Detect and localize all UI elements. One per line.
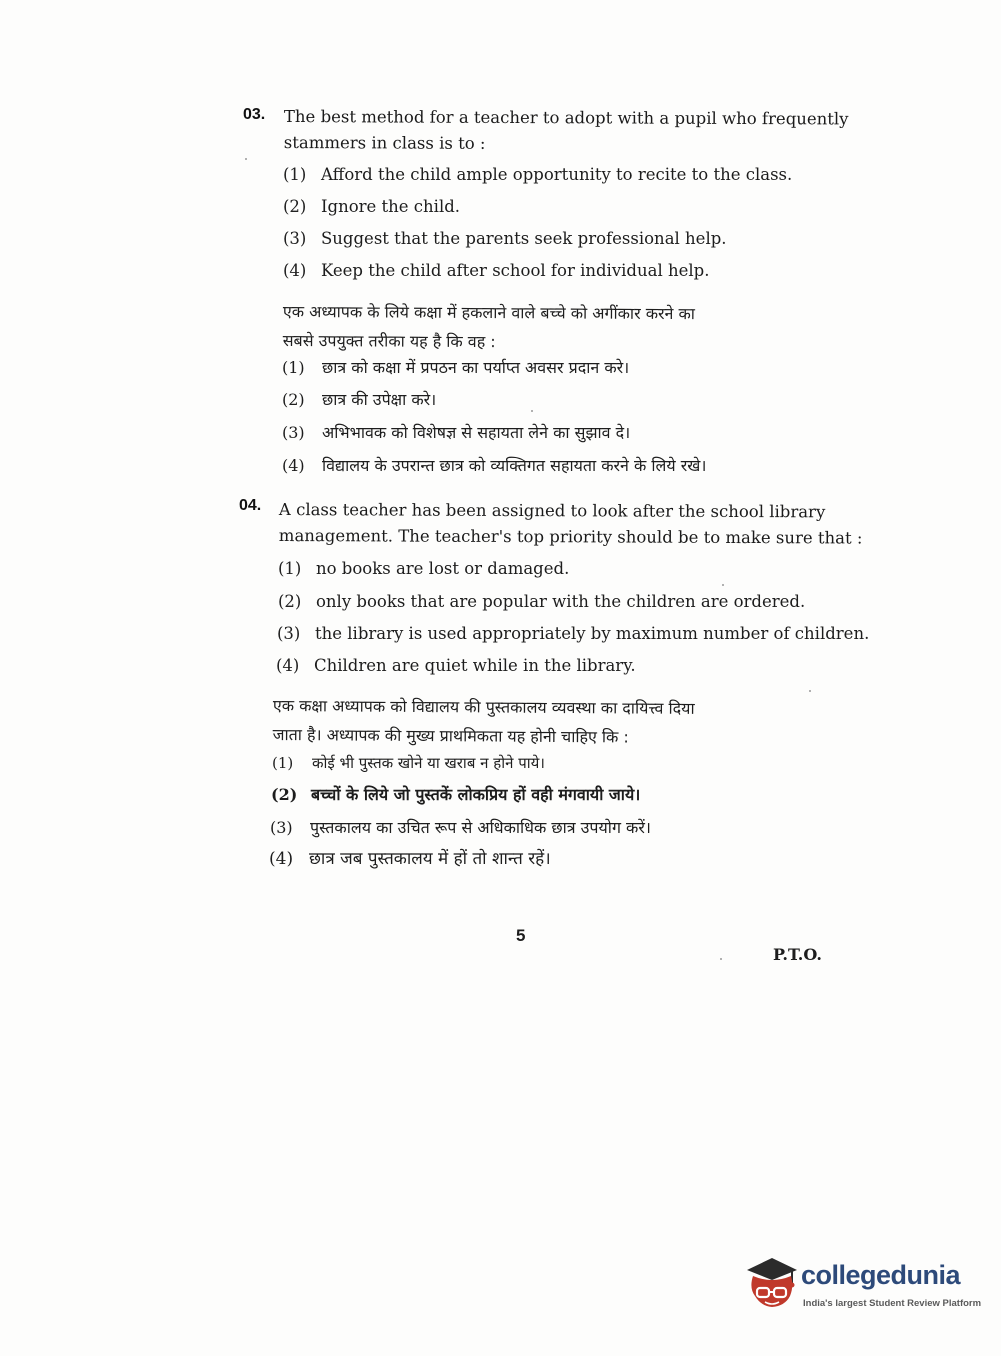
option-text: छात्र को कक्षा में प्रपठन का पर्याप्त अवसर प्रदान करे। — [322, 358, 630, 377]
option-number: (3) — [283, 229, 307, 248]
page-number: 5 — [516, 926, 526, 945]
collegedunia-tagline: India's largest Student Review Platform — [803, 1298, 982, 1309]
question-stem — [284, 104, 849, 158]
hindi-option-2 — [282, 389, 436, 411]
hindi-option-4 — [282, 455, 706, 477]
option-number: (4) — [283, 261, 307, 280]
option-number: (1) — [278, 559, 302, 578]
option-text: Afford the child ample opportunity to recite to the class. — [321, 165, 793, 184]
option-4 — [276, 655, 636, 677]
option-3 — [283, 228, 727, 250]
option-number: (1) — [282, 358, 305, 377]
option-number: (2) — [283, 197, 307, 216]
option-number: (3) — [277, 624, 301, 643]
hindi-option-3 — [282, 422, 630, 444]
option-number: (1) — [283, 165, 307, 184]
option-text: कोई भी पुस्तक खोने या खराब न होने पाये। — [312, 754, 545, 772]
option-text: विद्यालय के उपरान्त छात्र को व्यक्तिगत सहायता करने के लिये रखे। — [322, 456, 707, 475]
hindi-stem — [283, 297, 695, 357]
question-number: 03. — [243, 106, 266, 123]
option-1 — [283, 164, 792, 186]
option-3 — [277, 623, 869, 645]
option-text: the library is used appropriately by maximum number of children. — [315, 624, 870, 643]
stem-line: A class teacher has been assigned to look after the school library — [278, 499, 826, 522]
option-1 — [278, 558, 569, 580]
option-number: (2) — [278, 592, 302, 611]
option-text: पुस्तकालय का उचित रूप से अधिकाधिक छात्र उपयोग करें। — [310, 818, 651, 837]
option-number: (3) — [282, 423, 305, 442]
option-2 — [278, 591, 805, 613]
option-text: छात्र जब पुस्तकालय में हों तो शान्त रहें। — [309, 849, 551, 869]
option-text: Keep the child after school for individual help. — [321, 261, 710, 280]
stem-line: stammers in class is to : — [283, 132, 486, 153]
collegedunia-mascot-icon — [741, 1250, 803, 1316]
hindi-stem — [273, 691, 695, 752]
option-number: (2) — [271, 785, 298, 804]
option-text: Suggest that the parents seek professional help. — [321, 229, 727, 248]
question-number: 04. — [239, 497, 262, 514]
option-number: (4) — [269, 849, 294, 869]
option-text: no books are lost or damaged. — [316, 559, 570, 578]
collegedunia-wordmark: collegedunia — [801, 1260, 961, 1290]
option-number: (4) — [276, 656, 300, 675]
option-number: (1) — [272, 754, 294, 772]
hindi-stem-line: एक कक्षा अध्यापक को विद्यालय की पुस्तकालय व्यवस्था का दायित्त्व दिया — [272, 695, 695, 718]
stem-line: management. The teacher's top priority should be to make sure that : — [278, 525, 863, 548]
hindi-stem-line: जाता है। अध्यापक की मुख्य प्राथमिकता यह होनी चाहिए कि : — [272, 724, 629, 747]
scan-speck — [809, 690, 811, 692]
hindi-option-2 — [271, 784, 640, 806]
pto-label: P.T.O. — [773, 945, 822, 964]
option-number: (2) — [282, 390, 305, 409]
scan-speck — [245, 158, 247, 160]
hindi-stem-line: एक अध्यापक के लिये कक्षा में हकलाने वाले बच्चे को अगींकार करने का — [282, 301, 696, 324]
option-number: (4) — [282, 456, 305, 475]
option-text: बच्चों के लिये जो पुस्तकें लोकप्रिय हों वही मंगवायी जाये। — [311, 785, 641, 804]
hindi-option-3 — [270, 817, 651, 839]
option-text: Ignore the child. — [321, 197, 461, 216]
scan-speck — [531, 410, 533, 412]
option-number: (3) — [270, 818, 293, 837]
stem-line: The best method for a teacher to adopt with a pupil who frequently — [283, 106, 849, 129]
question-stem — [279, 497, 863, 552]
option-2 — [283, 196, 460, 218]
collegedunia-watermark — [741, 1250, 982, 1320]
option-text: Children are quiet while in the library. — [314, 656, 636, 675]
scan-speck — [720, 958, 722, 960]
option-text: अभिभावक को विशेषज्ञ से सहायता लेने का सुझाव दे। — [322, 423, 631, 442]
option-4 — [283, 260, 709, 282]
hindi-option-1 — [282, 357, 629, 379]
hindi-option-4 — [269, 848, 551, 870]
hindi-stem-line: सबसे उपयुक्त तरीका यह है कि वह : — [282, 330, 496, 352]
option-text: only books that are popular with the children are ordered. — [316, 592, 806, 611]
option-text: छात्र की उपेक्षा करे। — [322, 390, 437, 409]
scan-speck — [722, 584, 724, 586]
hindi-option-1 — [272, 752, 545, 774]
